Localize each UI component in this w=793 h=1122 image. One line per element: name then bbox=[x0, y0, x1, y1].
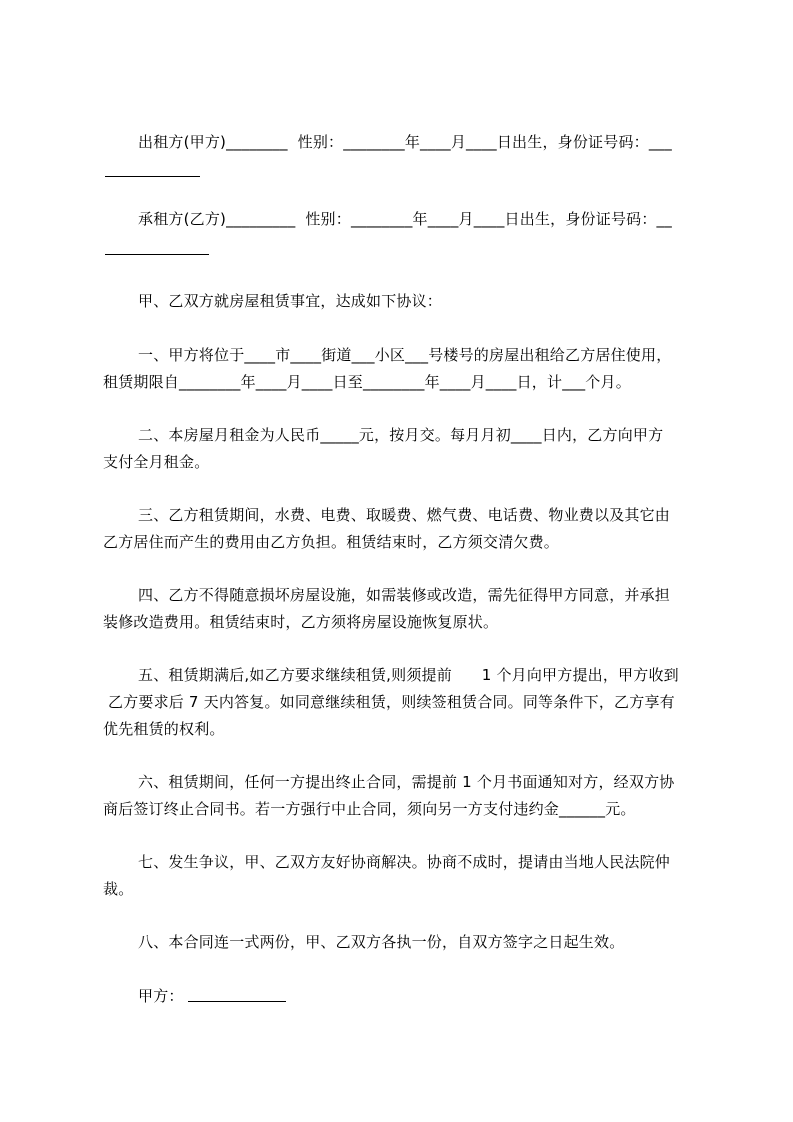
clause-8: 八、本合同连一式两份，甲、乙双方各执一份，自双方签字之日起生效。 bbox=[138, 933, 625, 951]
lessor-info-line: 出租方(甲方)________ 性别：________年____月____日出生，身份证号码：___ bbox=[138, 133, 672, 151]
clause-3-line-1: 三、乙方租赁期间，水费、电费、取暖费、燃气费、电话费、物业费以及其它由 bbox=[138, 506, 671, 524]
clause-6-line-2: 商后签订终止合同书。若一方强行中止合同，须向另一方支付违约金______元。 bbox=[103, 800, 636, 818]
lessor-id-continuation-underline bbox=[105, 176, 200, 177]
clause-3-line-2: 乙方居住而产生的费用由乙方负担。租赁结束时，乙方须交清欠费。 bbox=[103, 533, 560, 551]
agreement-intro: 甲、乙双方就房屋租赁事宜，达成如下协议： bbox=[138, 292, 443, 310]
clause-5-line-2: 乙方要求后 7 天内答复。如同意继续租赁，则续签租赁合同。同等条件下，乙方享有 bbox=[103, 693, 675, 711]
lessee-info-line: 承租方(乙方)_________ 性别：________年____月____日出生，身份证号码：__ bbox=[138, 210, 672, 228]
clause-6-line-1: 六、租赁期间，任何一方提出终止合同，需提前 1 个月书面通知对方，经双方协 bbox=[138, 773, 675, 791]
clause-1-line-2: 租赁期限自________年____月____日至________年____月____日，计___个月。 bbox=[103, 373, 631, 391]
party-a-signature-field[interactable] bbox=[188, 1001, 286, 1002]
party-a-signature-label: 甲方： bbox=[138, 987, 184, 1005]
clause-7-line-2: 裁。 bbox=[103, 880, 134, 898]
clause-5-line-1: 五、租赁期满后,如乙方要求继续租赁,则须提前 1 个月向甲方提出，甲方收到 bbox=[138, 666, 679, 684]
clause-7-line-1: 七、发生争议，甲、乙双方友好协商解决。协商不成时，提请由当地人民法院仲 bbox=[138, 853, 671, 871]
clause-1-line-1: 一、甲方将位于____市____街道___小区___号楼号的房屋出租给乙方居住使用， bbox=[138, 346, 672, 364]
clause-4-line-1: 四、乙方不得随意损坏房屋设施，如需装修或改造，需先征得甲方同意，并承担 bbox=[138, 586, 671, 604]
clause-2-line-2: 支付全月租金。 bbox=[103, 453, 210, 471]
clause-2-line-1: 二、本房屋月租金为人民币_____元，按月交。每月月初____日内，乙方向甲方 bbox=[138, 426, 664, 444]
clause-4-line-2: 装修改造费用。租赁结束时，乙方须将房屋设施恢复原状。 bbox=[103, 613, 499, 631]
clause-5-line-3: 优先租赁的权利。 bbox=[103, 720, 225, 738]
lessee-id-continuation-underline bbox=[105, 254, 209, 255]
